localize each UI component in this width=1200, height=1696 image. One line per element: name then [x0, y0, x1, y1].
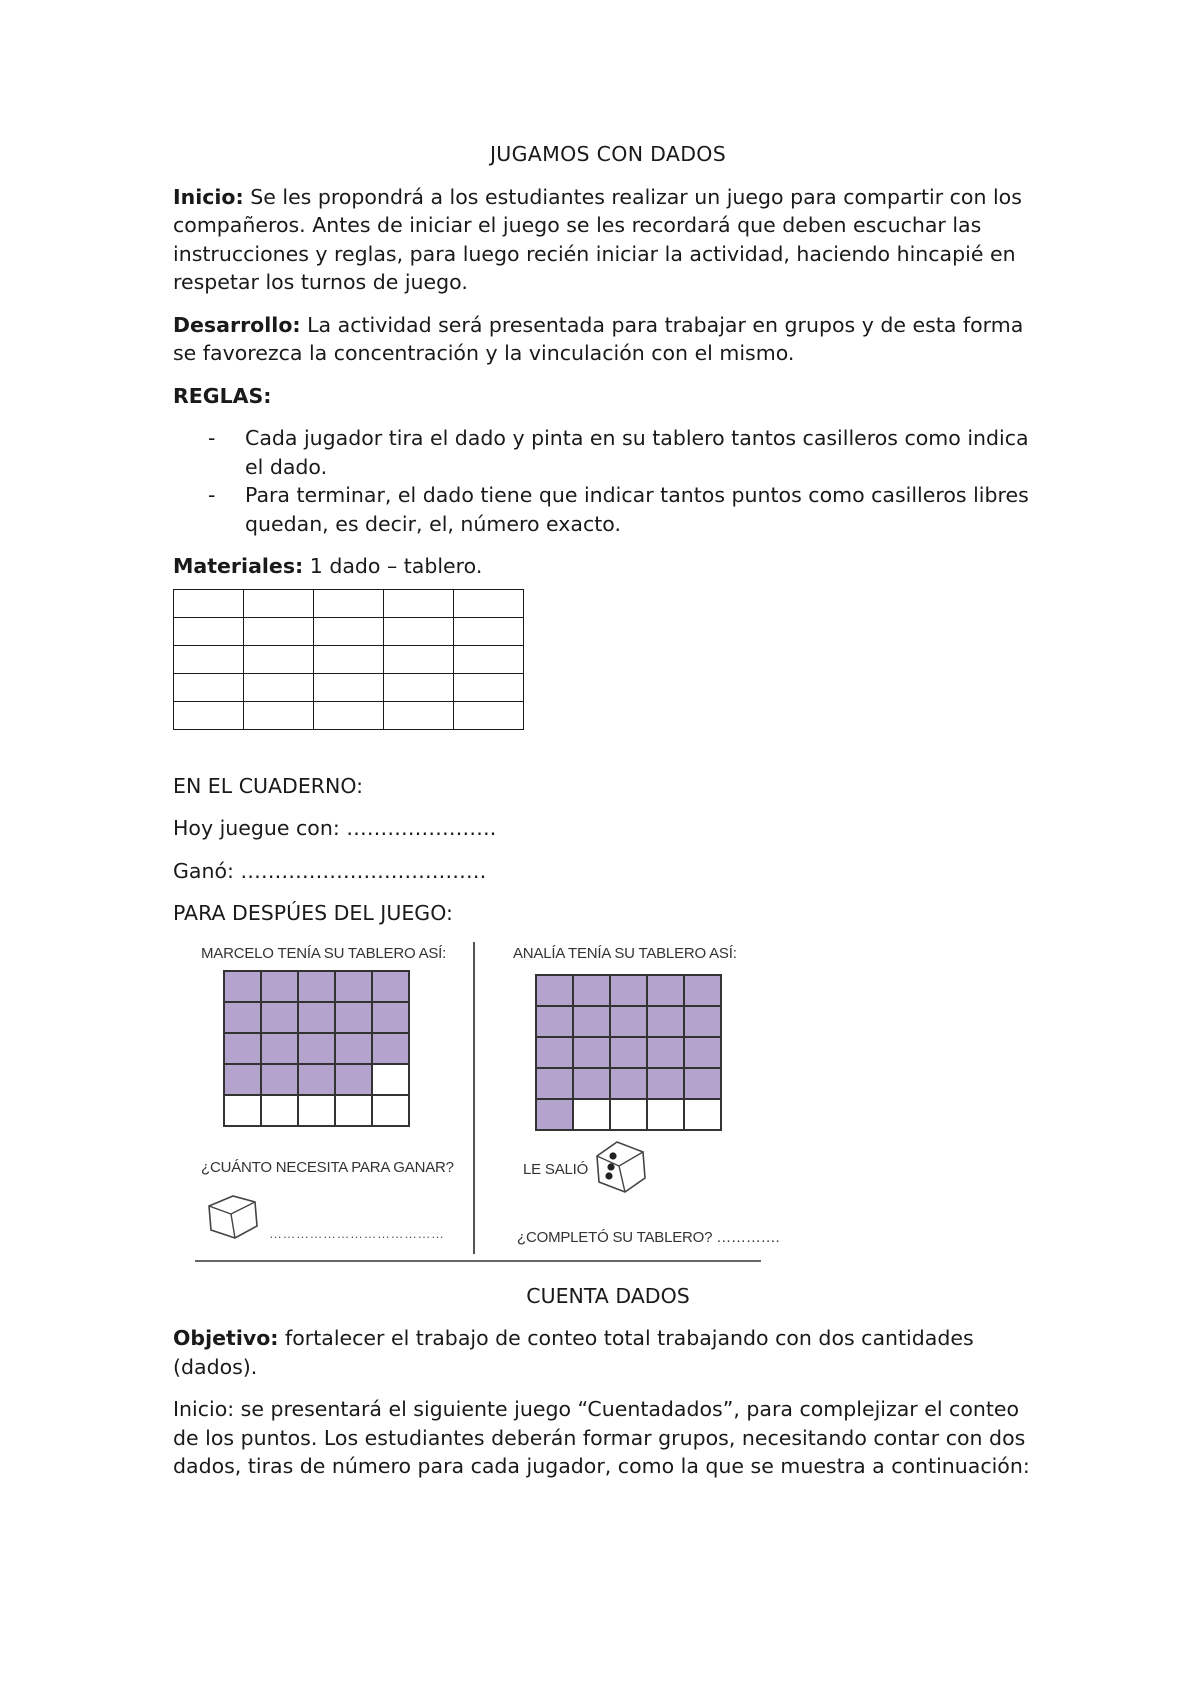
materiales-label: Materiales: [173, 554, 304, 578]
painted-cell [647, 975, 684, 1006]
empty-cell [610, 1099, 647, 1130]
empty-cell [684, 1099, 721, 1130]
painted-cell [224, 971, 261, 1002]
painted-cell [573, 1006, 610, 1037]
painted-cell [536, 1068, 573, 1099]
board-cell [244, 645, 314, 673]
painted-cell [335, 1064, 372, 1095]
board-row [174, 589, 524, 617]
board-row [174, 673, 524, 701]
painted-cell [573, 1037, 610, 1068]
board-cell [174, 617, 244, 645]
objetivo-label: Objetivo: [173, 1326, 279, 1350]
painted-cell [224, 1064, 261, 1095]
empty-cell [335, 1095, 372, 1126]
painted-cell [224, 1033, 261, 1064]
hoy-juegue-line: Hoy juegue con: …………………. [173, 816, 497, 840]
empty-board-table [173, 589, 524, 730]
painted-cell [573, 975, 610, 1006]
painted-cell [536, 1037, 573, 1068]
painted-cell [536, 975, 573, 1006]
painted-cell [261, 1064, 298, 1095]
inicio2-paragraph: Inicio: se presentará el siguiente juego “Cuentadados”, para complejizar el conteo de los puntos. Los estudiantes deberán formar grupos, necesitando contar con dos dados, tiras de número para cada jugador, como la que se muestra a continuación: [173, 1397, 1030, 1478]
rules-list [173, 424, 1043, 538]
boards-figure [195, 932, 780, 1272]
painted-cell [536, 1099, 573, 1130]
question-label: ¿CUÁNTO NECESITA PARA GANAR? [201, 1158, 454, 1176]
analia-board [535, 974, 722, 1131]
painted-cell [684, 1037, 721, 1068]
figure-baseline [195, 1260, 761, 1262]
painted-cell [335, 1033, 372, 1064]
marcelo-board [223, 970, 410, 1127]
die-three-icon [589, 1134, 651, 1198]
reglas-heading [173, 382, 1043, 411]
painted-cell [610, 1037, 647, 1068]
board-cell [244, 589, 314, 617]
page-title: JUGAMOS CON DADOS [489, 142, 727, 166]
cuenta-dados-heading: CUENTA DADOS [526, 1283, 690, 1308]
empty-cell [224, 1095, 261, 1126]
painted-cell [372, 971, 409, 1002]
board-cell [384, 645, 454, 673]
painted-cell [647, 1037, 684, 1068]
board-cell [314, 673, 384, 701]
painted-cell [298, 1002, 335, 1033]
empty-cell [261, 1095, 298, 1126]
painted-cell [647, 1068, 684, 1099]
document-body [173, 140, 1043, 1495]
board-row [174, 617, 524, 645]
board-cell [174, 589, 244, 617]
objetivo-text: fortalecer el trabajo de conteo total trabajando con dos cantidades (dados). [173, 1326, 974, 1379]
board-cell [384, 701, 454, 729]
figure-divider [473, 942, 475, 1254]
board-cell [454, 645, 524, 673]
board-cell [244, 617, 314, 645]
painted-cell [684, 1068, 721, 1099]
painted-cell [335, 1002, 372, 1033]
materiales-paragraph [173, 552, 1043, 581]
board-row [174, 645, 524, 673]
analia-label: ANALÍA TENÍA SU TABLERO ASÍ: [513, 944, 737, 962]
board-cell [174, 701, 244, 729]
inicio-text: Se les propondrá a los estudiantes realizar un juego para compartir con los compañeros. Antes de iniciar el juego se les recordará que deben escuchar las instrucciones y reglas, para luego recién iniciar la actividad, haciendo hincapié en respetar los turnos de juego. [173, 184, 1022, 294]
painted-cell [298, 1033, 335, 1064]
para-despues-heading: PARA DESPÚES DEL JUEGO: [173, 901, 453, 925]
inicio-label: Inicio: [173, 184, 244, 209]
rule-item: - Cada jugador tira el dado y pinta en su tablero tantos casilleros como indica el dado. [245, 424, 1043, 481]
painted-cell [372, 1002, 409, 1033]
painted-cell [610, 975, 647, 1006]
desarrollo-text: La actividad será presentada para trabajar en grupos y de esta forma se favorezca la concentración y la vinculación con el mismo. [173, 312, 1024, 365]
painted-cell [261, 1033, 298, 1064]
board-cell [314, 701, 384, 729]
board-cell [454, 673, 524, 701]
painted-cell [610, 1006, 647, 1037]
board-cell [384, 673, 454, 701]
board-cell [454, 701, 524, 729]
empty-cell [372, 1064, 409, 1095]
board-cell [384, 617, 454, 645]
empty-cell [573, 1099, 610, 1130]
painted-cell [372, 1033, 409, 1064]
empty-cell [647, 1099, 684, 1130]
painted-cell [536, 1006, 573, 1037]
cuaderno-heading: EN EL CUADERNO: [173, 773, 364, 798]
inicio-paragraph [173, 183, 1043, 297]
board-cell [454, 617, 524, 645]
board-cell [174, 673, 244, 701]
answer-dots: ………………………………… [269, 1225, 445, 1241]
board-cell [314, 617, 384, 645]
painted-cell [573, 1068, 610, 1099]
reglas-label: REGLAS: [173, 383, 272, 408]
board-cell [244, 673, 314, 701]
board-cell [454, 589, 524, 617]
blank-die-icon [203, 1186, 261, 1244]
painted-cell [610, 1068, 647, 1099]
materiales-text: 1 dado – tablero. [303, 554, 483, 578]
empty-cell [372, 1095, 409, 1126]
painted-cell [647, 1006, 684, 1037]
painted-cell [261, 971, 298, 1002]
painted-cell [684, 975, 721, 1006]
painted-cell [298, 1064, 335, 1095]
painted-cell [684, 1006, 721, 1037]
completo-label: ¿COMPLETÓ SU TABLERO? …………. [517, 1228, 780, 1246]
board-cell [384, 589, 454, 617]
le-salio-label: LE SALIÓ [523, 1160, 589, 1178]
desarrollo-label: Desarrollo: [173, 312, 301, 337]
painted-cell [298, 971, 335, 1002]
desarrollo-paragraph [173, 311, 1043, 368]
empty-cell [298, 1095, 335, 1126]
gano-line: Ganó: ……………………………… [173, 858, 487, 883]
objetivo-paragraph [173, 1324, 1043, 1381]
board-cell [174, 645, 244, 673]
board-cell [244, 701, 314, 729]
board-row [174, 701, 524, 729]
board-cell [314, 589, 384, 617]
board-cell [314, 645, 384, 673]
marcelo-label: MARCELO TENÍA SU TABLERO ASÍ: [201, 944, 447, 962]
rule-item: - Para terminar, el dado tiene que indicar tantos puntos como casilleros libres quedan, es decir, el, número exacto. [245, 481, 1043, 538]
painted-cell [224, 1002, 261, 1033]
painted-cell [261, 1002, 298, 1033]
painted-cell [335, 971, 372, 1002]
